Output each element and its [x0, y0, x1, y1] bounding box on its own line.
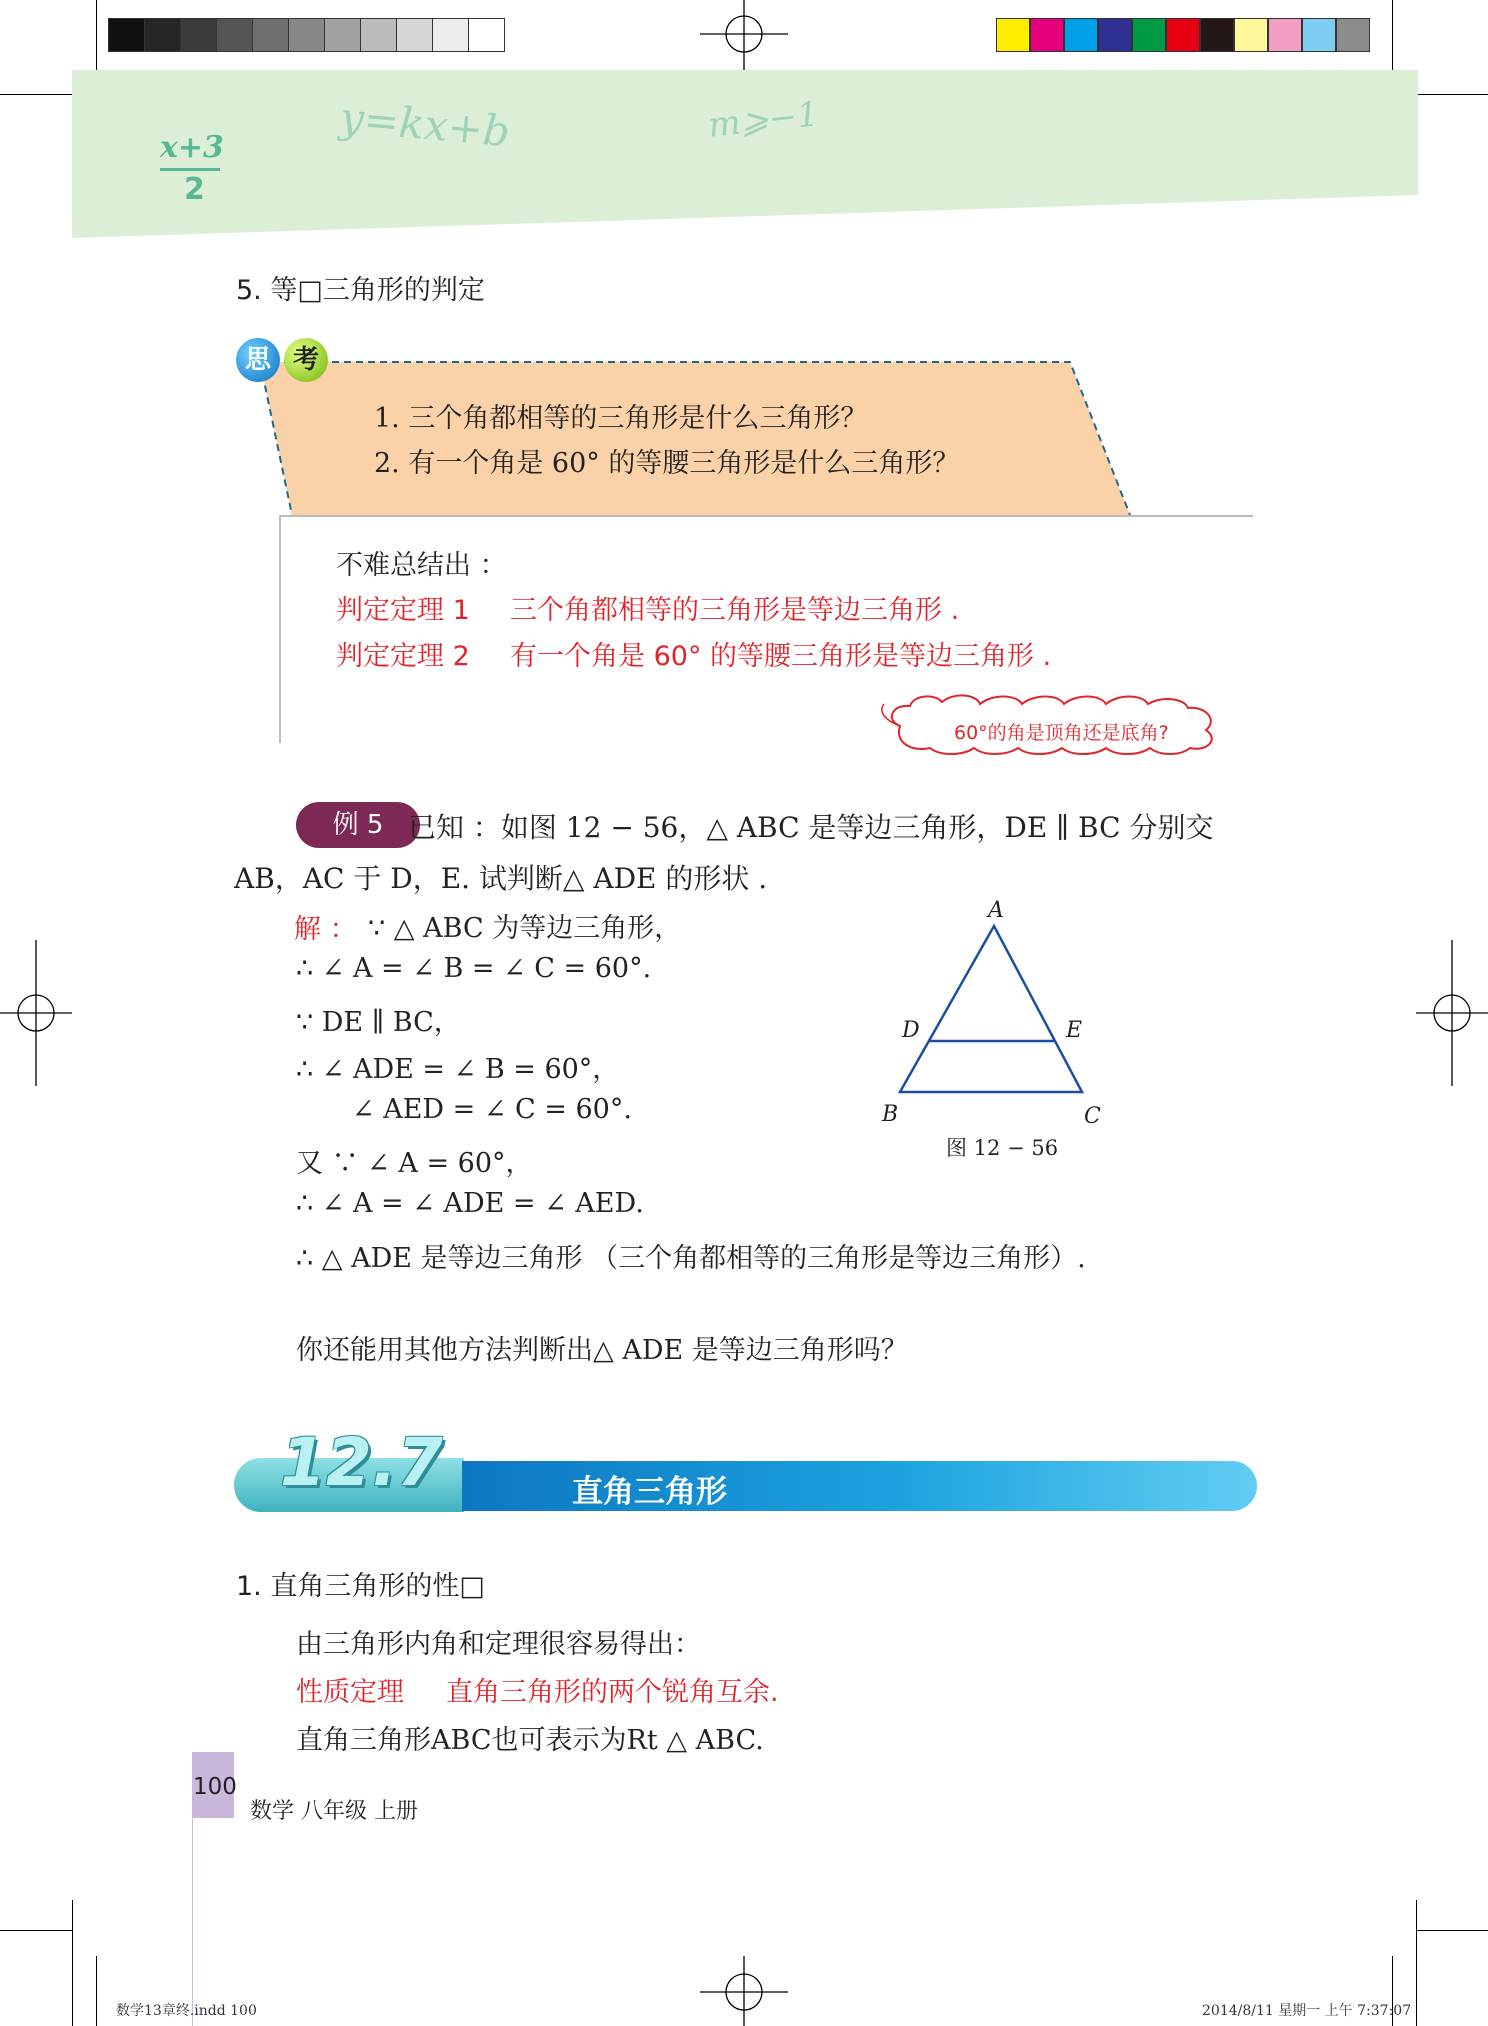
- solution-step-2: ∴ ∠ A = ∠ B = ∠ C = 60°.: [296, 953, 652, 984]
- solution-step-1: ∵ △ ABC 为等边三角形，: [368, 913, 682, 944]
- solution-step-4: ∴ ∠ ADE = ∠ B = 60°，: [296, 1054, 620, 1085]
- think-question-1: 1. 三个角都相等的三角形是什么三角形？: [374, 403, 868, 434]
- summary-intro: 不难总结出 ：: [336, 550, 507, 581]
- summary-left-border: [279, 515, 281, 743]
- cloud-note: 60°的角是顶角还是底角?: [954, 722, 1169, 744]
- subsection-heading: 1. 直角三角形的性□: [236, 1571, 485, 1602]
- summary-top-border: [279, 515, 1253, 517]
- think-badge-char1: 思: [236, 338, 280, 382]
- solution-step-7: ∴ ∠ A = ∠ ADE = ∠ AED.: [296, 1188, 644, 1219]
- section-title: 直角三角形: [572, 1474, 727, 1510]
- property-theorem-label: 性质定理: [296, 1677, 404, 1708]
- theorem-1-text: 三个角都相等的三角形是等边三角形 .: [510, 595, 960, 626]
- formula-fraction-bottom: 2: [184, 172, 205, 207]
- think-question-2: 2. 有一个角是 60° 的等腰三角形是什么三角形？: [374, 448, 960, 479]
- page-number: 100: [193, 1774, 237, 1800]
- theorem-2-text: 有一个角是 60° 的等腰三角形是等边三角形 .: [510, 641, 1052, 672]
- formula-inequality: m⩾−1: [706, 94, 821, 146]
- fraction-bar: [160, 168, 220, 171]
- example-problem-line1: 已知 ：如图 12 − 56，△ ABC 是等边三角形，DE ∥ BC 分别交: [408, 811, 1214, 844]
- solution-step-5: ∠ AED = ∠ C = 60°.: [352, 1094, 632, 1125]
- example-followup: 你还能用其他方法判断出△ ADE 是等边三角形吗？: [296, 1335, 908, 1366]
- page-tab-line: [192, 1818, 193, 2026]
- property-theorem-text: 直角三角形的两个锐角互余.: [446, 1677, 779, 1708]
- print-timestamp: 2014/8/11 星期一 上午 7:37:07: [1202, 2003, 1412, 2019]
- vertex-label-c: C: [1084, 1104, 1101, 1129]
- property-intro: 由三角形内角和定理很容易得出：: [296, 1629, 701, 1660]
- property-note: 直角三角形ABC也可表示为Rt △ ABC.: [296, 1725, 764, 1756]
- formula-linear: y=kx+b: [338, 92, 512, 157]
- vertex-label-b: B: [882, 1102, 899, 1127]
- section-heading: 5. 等□三角形的判定: [236, 275, 485, 306]
- think-badge-char2: 考: [284, 338, 328, 382]
- figure-caption: 图 12 − 56: [946, 1136, 1059, 1160]
- think-box: [230, 350, 1160, 520]
- solution-step-3: ∵ DE ∥ BC，: [296, 1007, 461, 1038]
- vertex-label-a: A: [988, 898, 1004, 923]
- vertex-label-d: D: [902, 1018, 920, 1043]
- file-info: 数学13章终.indd 100: [116, 2003, 257, 2019]
- example-badge: 例 5: [296, 802, 420, 848]
- theorem-1-label: 判定定理 1: [336, 595, 470, 626]
- vertex-label-e: E: [1066, 1018, 1083, 1043]
- section-number: 12.7: [280, 1424, 443, 1501]
- solution-step-6: 又 ∵ ∠ A = 60°，: [296, 1148, 533, 1179]
- example-problem-line2: AB，AC 于 D，E. 试判断△ ADE 的形状 .: [234, 862, 768, 895]
- formula-fraction-top: x+3: [160, 130, 224, 165]
- solution-label: 解 ：: [294, 914, 357, 945]
- book-title: 数学 八年级 上册: [250, 1799, 418, 1824]
- solution-step-8: ∴ △ ADE 是等边三角形 （三个角都相等的三角形是等边三角形）.: [296, 1243, 1086, 1274]
- theorem-2-label: 判定定理 2: [336, 641, 470, 672]
